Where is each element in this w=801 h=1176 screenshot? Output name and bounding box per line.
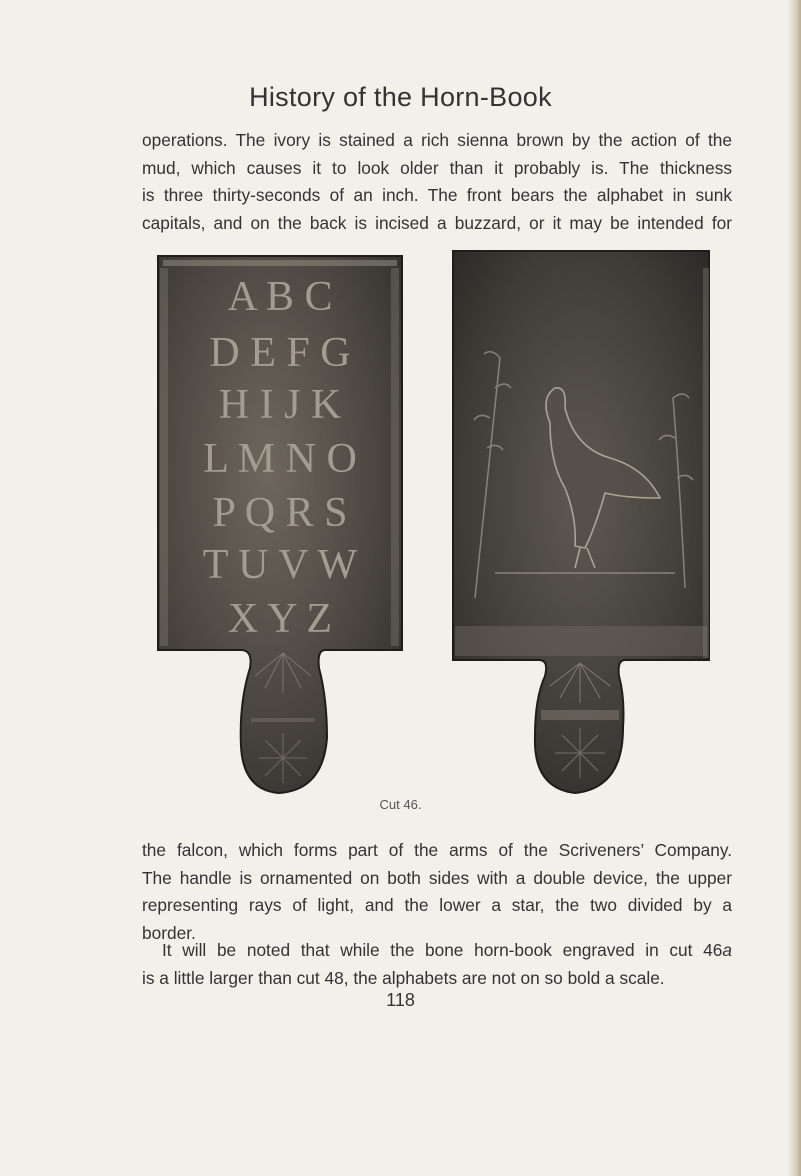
paragraph-top	[142, 127, 732, 237]
figure-caption: Cut 46.	[379, 797, 422, 812]
text-line: the falcon, which forms part of the arms of the Scriveners’ Company.	[142, 840, 732, 860]
alphabet-row: D E F G	[209, 330, 351, 376]
alphabet-row: A B C	[227, 274, 333, 320]
text-run: It will be noted that while the bone horn-book engraved in cut 46	[162, 940, 723, 960]
italic-suffix: a	[722, 940, 732, 960]
horn-book-illustration	[155, 248, 715, 798]
alphabet-row: L M N O	[203, 436, 357, 482]
horn-book-front	[158, 256, 402, 793]
text-line: mud, which causes it to look older than it probably is. The thickness	[142, 157, 732, 178]
text-line: The handle is ornamented on both sides with a double device, the upper	[142, 867, 732, 888]
horn-book-back	[453, 251, 709, 793]
star-device	[259, 733, 307, 783]
alphabet-row: X Y Z	[227, 596, 333, 642]
running-head: History of the Horn-Book	[249, 82, 552, 112]
paragraph-bottom	[142, 937, 732, 992]
alphabet-row: T U V W	[202, 542, 358, 588]
text-line: is three thirty-seconds of an inch. The front bears the alphabet in sunk	[142, 185, 732, 205]
text-line: is a little larger than cut 48, the alphabets are not on so bold a scale.	[142, 967, 665, 988]
text-line: capitals, and on the back is incised a buzzard, or it may be intended for	[142, 212, 732, 233]
text-line	[142, 937, 732, 965]
star-device	[555, 728, 605, 778]
alphabet-row: P Q R S	[212, 490, 348, 536]
horn-book-figure	[155, 248, 715, 798]
alphabet-row: H I J K	[218, 382, 342, 428]
paragraph-middle	[142, 837, 732, 947]
text-line: operations. The ivory is stained a rich sienna brown by the action of the	[142, 130, 732, 150]
page-number: 118	[386, 990, 415, 1010]
text-line: border.	[142, 922, 196, 943]
text-line: representing rays of light, and the lower a star, the two divided by a	[142, 895, 732, 915]
